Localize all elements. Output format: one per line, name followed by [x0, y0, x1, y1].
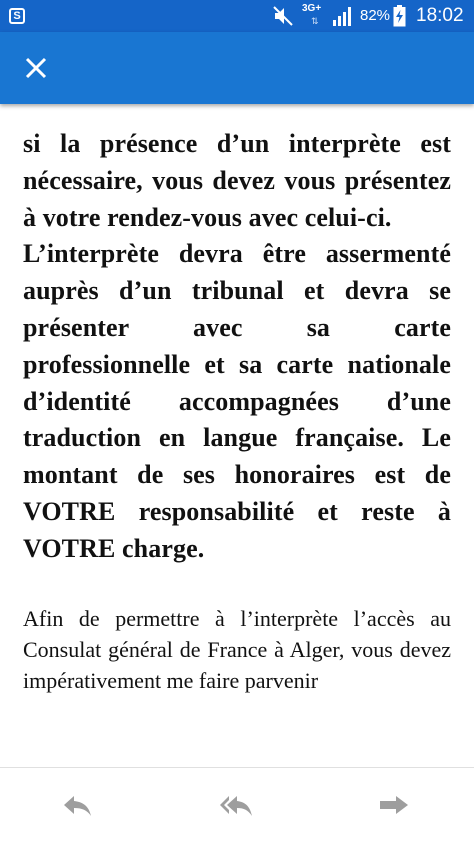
bold-paragraph-text-2: L’interprète devra être assermenté auprès d’un tribunal et devra se présenter avec sa carte professionnelle et sa carte nationale d’identité accompagnées d’une traduction en langue française. Le montant de ses honoraires est de VOTRE responsabilité et reste à VOTRE charge. [23, 239, 451, 563]
app-bar [0, 32, 474, 104]
normal-paragraph: Afin de permettre à l’interprète l’accès au Consulat général de France à Alger, vous devez impérativement me faire parvenir [23, 605, 451, 693]
close-icon[interactable] [22, 54, 50, 82]
battery-charging-icon [393, 5, 406, 27]
status-bar [0, 0, 474, 32]
network-type: 3G+ [302, 3, 322, 14]
bold-paragraph-text-1: si la présence d’un interprète est nécessaire, vous devez vous présentez à votre rendez-vous avec celui-ci. [23, 129, 451, 232]
bottom-action-bar [0, 767, 474, 842]
forward-icon[interactable] [376, 790, 412, 820]
notification-s-icon: S [9, 8, 25, 24]
battery-percent: 82% [360, 7, 391, 24]
mute-icon [272, 4, 294, 28]
signal-icon [332, 6, 354, 26]
reply-icon[interactable] [60, 790, 96, 820]
data-arrows-icon: ⇅ [311, 16, 319, 26]
bold-paragraph [23, 126, 451, 568]
clock: 18:02 [416, 5, 464, 26]
message-body [23, 126, 451, 766]
reply-all-icon[interactable] [218, 790, 254, 820]
